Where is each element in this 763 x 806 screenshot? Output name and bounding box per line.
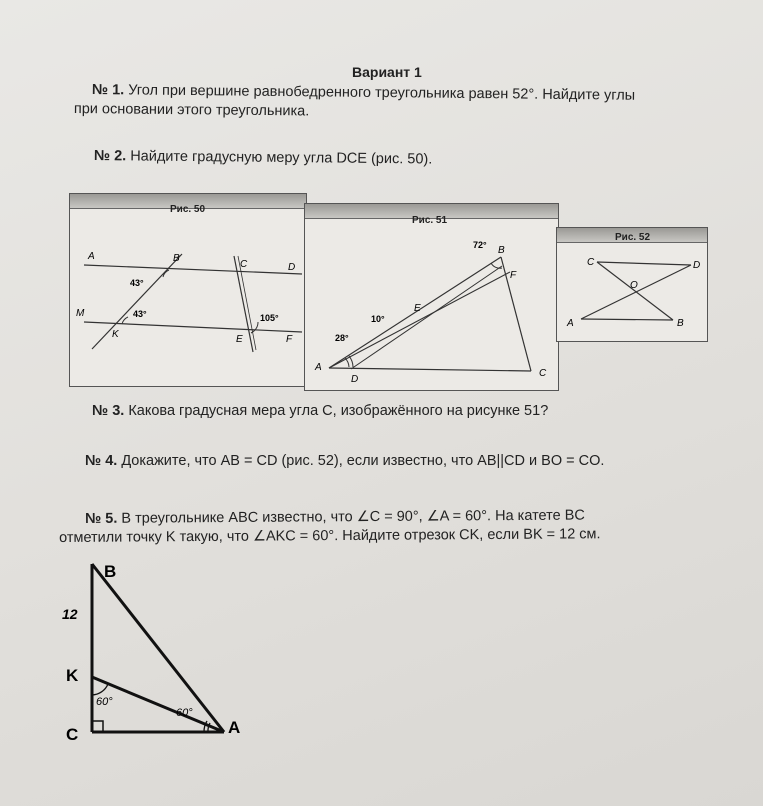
figure-50-drawing xyxy=(70,194,306,386)
task-1-line-1 xyxy=(92,82,635,104)
fig51-angle-b: 72° xyxy=(473,240,487,250)
fig51-angle-e: 10° xyxy=(371,314,385,324)
fig51-label-A: A xyxy=(315,362,322,373)
fig50-label-C: C xyxy=(240,259,248,270)
fig50-label-D: D xyxy=(288,262,296,273)
fig52-label-C: C xyxy=(587,257,595,268)
fig51-label-E: E xyxy=(414,303,421,314)
fig50-label-E: E xyxy=(236,334,243,345)
fig50-angle-top: 43° xyxy=(130,278,144,288)
figure-52-caption: Рис. 52 xyxy=(615,232,651,243)
fig51-label-D: D xyxy=(351,374,359,385)
figure-51-drawing xyxy=(305,204,558,390)
fig51-label-C: C xyxy=(539,368,547,379)
fig50-angle-bottom: 43° xyxy=(133,309,147,319)
task-2 xyxy=(94,148,433,168)
figure-52-drawing xyxy=(557,228,707,341)
fig5-label-len: 12 xyxy=(62,606,78,622)
fig5-label-B: B xyxy=(104,562,117,581)
fig51-angle-a: 28° xyxy=(335,333,349,343)
task-4 xyxy=(85,453,604,469)
figure-50 xyxy=(69,193,307,387)
task-5-text-1: В треугольнике ABC известно, что ∠C = 90°, ∠A = 60°. На катете BC xyxy=(121,507,585,527)
variant-title: Вариант 1 xyxy=(352,64,422,80)
task-5-line-2: отметили точку K такую, что ∠AKC = 60°. Найдите отрезок CK, если BK = 12 см. xyxy=(59,526,601,546)
fig51-label-B: B xyxy=(498,245,505,256)
task-3 xyxy=(92,403,548,419)
task-3-text: Какова градусная мера угла C, изображённого на рисунке 51? xyxy=(128,403,549,419)
figure-51 xyxy=(304,203,559,391)
task-5-line-1 xyxy=(85,508,585,527)
fig50-angle-e: 105° xyxy=(260,313,279,323)
fig5-label-K: K xyxy=(66,666,79,685)
figure-50-caption: Рис. 50 xyxy=(170,204,206,215)
task-5-triangle-figure xyxy=(50,555,250,745)
fig52-label-B: B xyxy=(677,318,684,329)
task-5-number: № 5. xyxy=(85,510,118,527)
task-4-text: Докажите, что AB = CD (рис. 52), если известно, что AB||CD и BO = CO. xyxy=(121,453,605,469)
figure-52 xyxy=(556,227,708,342)
fig52-label-D: D xyxy=(693,260,701,271)
task-2-text: Найдите градусную меру угла DCE (рис. 50). xyxy=(130,148,433,168)
fig52-label-A: A xyxy=(567,318,574,329)
task-1-text-1: Угол при вершине равнобедренного треугольника равен 52°. Найдите углы xyxy=(128,82,636,104)
fig50-label-K: K xyxy=(112,329,119,340)
figure-51-caption: Рис. 51 xyxy=(412,215,448,226)
task-1-line-2: при основании этого треугольника. xyxy=(73,101,310,120)
fig50-label-B: B xyxy=(173,253,180,264)
fig50-label-A: A xyxy=(88,251,95,262)
task-1-number: № 1. xyxy=(91,82,125,99)
task-4-number: № 4. xyxy=(85,453,118,469)
fig52-label-O: O xyxy=(630,280,638,291)
fig50-label-M: M xyxy=(76,308,85,319)
task-2-number: № 2. xyxy=(93,148,127,165)
fig5-label-C: C xyxy=(66,725,79,744)
fig5-angle-k: 60° xyxy=(96,696,113,708)
fig5-label-A: A xyxy=(228,718,241,737)
fig51-label-F: F xyxy=(510,270,517,281)
fig5-angle-a: 60° xyxy=(176,707,193,719)
fig50-label-F: F xyxy=(286,334,293,345)
task-3-number: № 3. xyxy=(92,403,125,419)
